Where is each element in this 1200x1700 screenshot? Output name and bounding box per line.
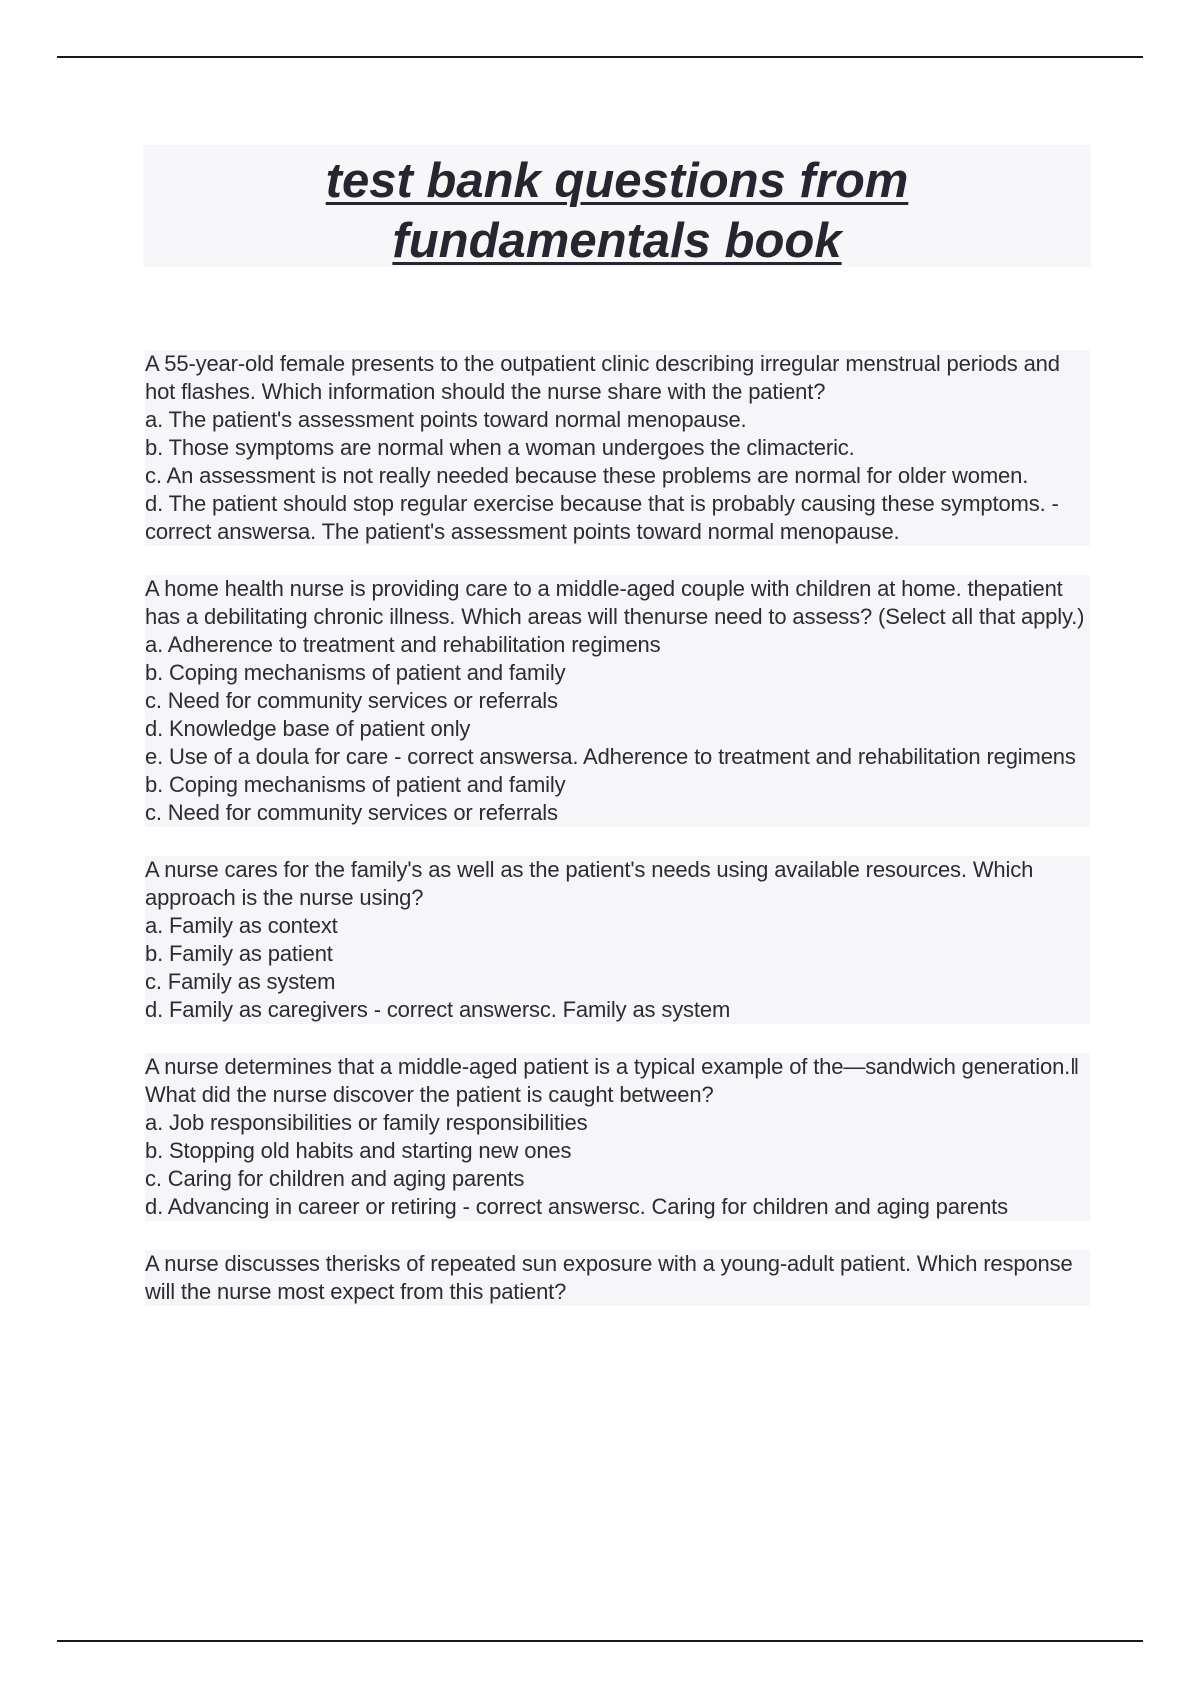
question-block-3	[145, 856, 1090, 1024]
answer-option: a. Family as context	[145, 912, 1090, 940]
answer-option: b. Stopping old habits and starting new ones	[145, 1137, 1090, 1165]
answer-option: c. An assessment is not really needed because these problems are normal for older women.	[145, 462, 1090, 490]
question-block-2	[145, 575, 1090, 827]
question-stem: A nurse discusses therisks of repeated sun exposure with a young-adult patient. Which response will the nurse most expect from this patient?	[145, 1250, 1090, 1306]
answer-option: b. Family as patient	[145, 940, 1090, 968]
answer-option: b. Coping mechanisms of patient and family	[145, 659, 1090, 687]
correct-answer-line: b. Coping mechanisms of patient and family	[145, 771, 1090, 799]
answer-option-with-key: d. Family as caregivers - correct answersc. Family as system	[145, 996, 1090, 1024]
answer-option: c. Caring for children and aging parents	[145, 1165, 1090, 1193]
answer-option-with-key: d. The patient should stop regular exercise because that is probably causing these symptoms. - correct answersa. The patient's assessment points toward normal menopause.	[145, 490, 1090, 546]
title-line-1: test bank questions from	[325, 154, 909, 208]
question-block-5	[145, 1250, 1090, 1306]
correct-answer-line: c. Need for community services or referrals	[145, 799, 1090, 827]
question-stem: A home health nurse is providing care to a middle-aged couple with children at home. thepatient has a debilitating chronic illness. Which areas will thenurse need to assess? (Select all that apply.)	[145, 575, 1090, 631]
question-stem: A 55-year-old female presents to the outpatient clinic describing irregular menstrual periods and hot flashes. Which information should the nurse share with the patient?	[145, 350, 1090, 406]
answer-option: a. The patient's assessment points toward normal menopause.	[145, 406, 1090, 434]
question-list	[145, 350, 1090, 1306]
page-title	[143, 145, 1091, 271]
answer-option: c. Family as system	[145, 968, 1090, 996]
title-line-2: fundamentals book	[392, 214, 842, 268]
question-block-4	[145, 1053, 1090, 1221]
top-rule	[57, 56, 1143, 58]
answer-option-with-key: e. Use of a doula for care - correct answersa. Adherence to treatment and rehabilitation regimens	[145, 743, 1090, 771]
answer-option: a. Job responsibilities or family responsibilities	[145, 1109, 1090, 1137]
answer-option: a. Adherence to treatment and rehabilitation regimens	[145, 631, 1090, 659]
question-block-1	[145, 350, 1090, 546]
answer-option-with-key: d. Advancing in career or retiring - correct answersc. Caring for children and aging parents	[145, 1193, 1090, 1221]
title-band	[143, 145, 1091, 267]
answer-option: b. Those symptoms are normal when a woman undergoes the climacteric.	[145, 434, 1090, 462]
answer-option: d. Knowledge base of patient only	[145, 715, 1090, 743]
bottom-rule	[57, 1640, 1143, 1642]
question-stem: A nurse cares for the family's as well as the patient's needs using available resources. Which approach is the nurse using?	[145, 856, 1090, 912]
answer-option: c. Need for community services or referrals	[145, 687, 1090, 715]
question-stem: A nurse determines that a middle-aged patient is a typical example of the—sandwich generation.‖ What did the nurse discover the patient is caught between?	[145, 1053, 1090, 1109]
